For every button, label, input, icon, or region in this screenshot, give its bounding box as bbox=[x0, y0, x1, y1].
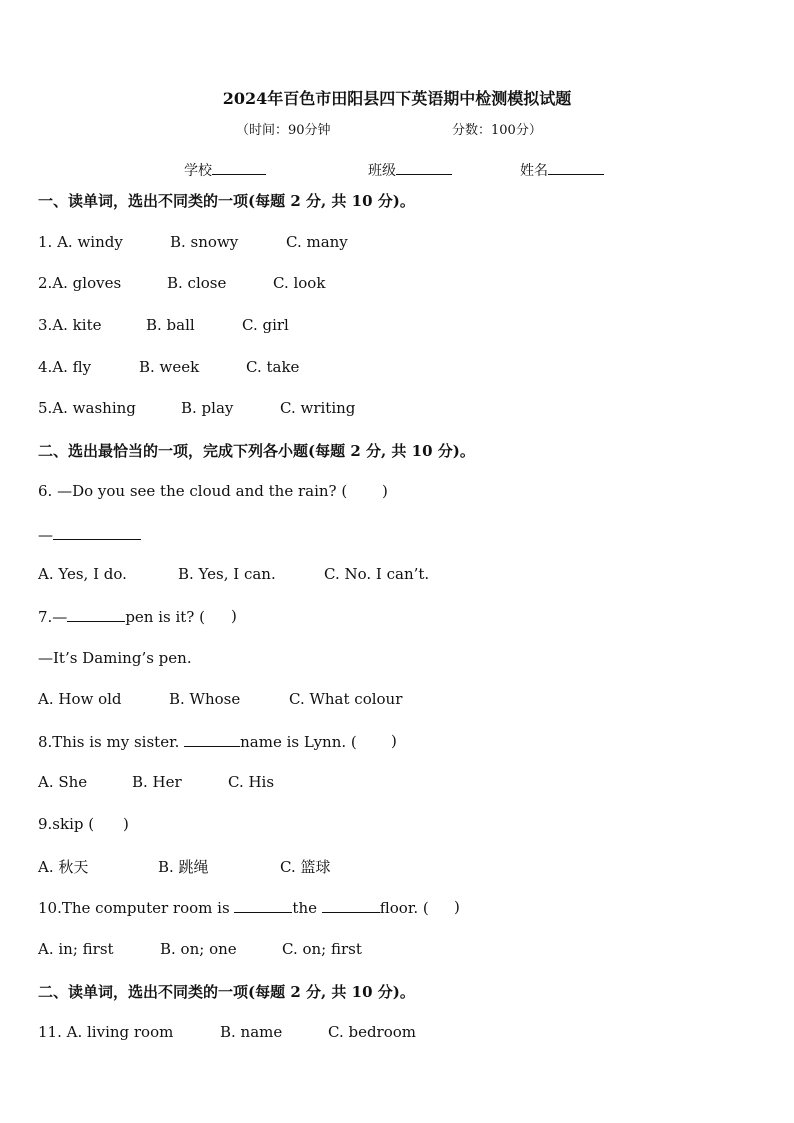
q1-option-b: B. snowy bbox=[170, 233, 239, 251]
q8-blank bbox=[184, 732, 240, 747]
q8-paren-close: ) bbox=[391, 732, 397, 750]
q3-option-b: B. ball bbox=[146, 316, 195, 334]
q10-middle: the bbox=[292, 899, 322, 917]
q9-option-a: A. 秋天 bbox=[38, 858, 89, 876]
question-3 bbox=[38, 316, 101, 334]
q7-reply: —It’s Daming’s pen. bbox=[38, 649, 192, 667]
school-label: 学校 bbox=[184, 163, 212, 179]
q6-paren-close: ) bbox=[382, 482, 388, 500]
q10-stem bbox=[38, 898, 429, 917]
q7-blank bbox=[67, 607, 125, 622]
q5-option-b: B. play bbox=[181, 399, 234, 417]
q8-option-b: B. Her bbox=[132, 773, 182, 791]
name-label: 姓名 bbox=[520, 163, 548, 179]
section-heading-2: 二、选出最恰当的一项，完成下列各小题(每题 2 分, 共 10 分)。 bbox=[38, 442, 475, 460]
q11-option-b: B. name bbox=[220, 1023, 283, 1041]
q10-blank-1 bbox=[234, 898, 292, 913]
q1-option-c: C. many bbox=[286, 233, 348, 251]
time-label: （时间：90分钟 bbox=[236, 123, 331, 138]
q6-stem: 6. —Do you see the cloud and the rain? ( bbox=[38, 482, 348, 500]
section-heading-1: 一、读单词，选出不同类的一项(每题 2 分, 共 10 分)。 bbox=[38, 192, 415, 210]
question-5 bbox=[38, 399, 136, 417]
q11-number: 11. bbox=[38, 1023, 67, 1041]
question-4 bbox=[38, 358, 91, 376]
q7-prefix: 7.— bbox=[38, 608, 68, 626]
name-blank bbox=[548, 160, 604, 175]
q3-option-a: A. kite bbox=[52, 316, 102, 334]
q10-paren-close: ) bbox=[454, 898, 460, 916]
q10-option-a: A. in; first bbox=[38, 940, 114, 958]
q5-number: 5. bbox=[38, 399, 53, 417]
q6-reply-dash: — bbox=[38, 526, 53, 544]
class-blank bbox=[396, 160, 452, 175]
q7-paren-close: ) bbox=[231, 607, 237, 625]
q2-option-b: B. close bbox=[167, 274, 227, 292]
section-heading-3: 二、读单词，选出不同类的一项(每题 2 分, 共 10 分)。 bbox=[38, 983, 415, 1001]
page-title: 2024年百色市田阳县四下英语期中检测模拟试题 bbox=[222, 89, 572, 108]
q7-option-c: C. What colour bbox=[289, 690, 403, 708]
q11-option-c: C. bedroom bbox=[328, 1023, 417, 1041]
q7-option-a: A. How old bbox=[38, 690, 122, 708]
q2-number: 2. bbox=[38, 274, 53, 292]
q10-option-b: B. on; one bbox=[160, 940, 237, 958]
q9-option-c: C. 篮球 bbox=[280, 858, 331, 876]
q9-stem: 9.skip ( bbox=[38, 815, 95, 833]
q2-option-a: A. gloves bbox=[52, 274, 122, 292]
q6-option-c: C. No. I can’t. bbox=[324, 565, 430, 583]
q9-paren-close: ) bbox=[123, 815, 129, 833]
q8-stem bbox=[38, 732, 357, 751]
q8-suffix: name is Lynn. ( bbox=[240, 733, 357, 751]
class-field bbox=[368, 160, 452, 180]
score-label: 分数：100分） bbox=[452, 123, 542, 138]
question-2 bbox=[38, 274, 121, 292]
q10-prefix: 10.The computer room is bbox=[38, 899, 235, 917]
q11-option-a: A. living room bbox=[66, 1023, 174, 1041]
q7-option-b: B. Whose bbox=[169, 690, 241, 708]
q5-option-a: A. washing bbox=[52, 399, 136, 417]
q9-option-b: B. 跳绳 bbox=[158, 858, 209, 876]
q6-answer-blank bbox=[53, 525, 141, 540]
q3-option-c: C. girl bbox=[242, 316, 289, 334]
q4-option-b: B. week bbox=[139, 358, 200, 376]
q7-stem bbox=[38, 607, 205, 626]
q8-option-c: C. His bbox=[228, 773, 275, 791]
question-1 bbox=[38, 233, 123, 251]
q10-option-c: C. on; first bbox=[282, 940, 362, 958]
q4-option-c: C. take bbox=[246, 358, 300, 376]
class-label: 班级 bbox=[368, 163, 396, 179]
q1-number: 1. bbox=[38, 233, 58, 251]
question-11 bbox=[38, 1023, 173, 1041]
q5-option-c: C. writing bbox=[280, 399, 356, 417]
q8-option-a: A. She bbox=[38, 773, 88, 791]
school-field bbox=[184, 160, 266, 180]
q3-number: 3. bbox=[38, 316, 53, 334]
q6-option-b: B. Yes, I can. bbox=[178, 565, 276, 583]
name-field bbox=[520, 160, 604, 180]
q4-option-a: A. fly bbox=[52, 358, 92, 376]
q8-prefix: 8.This is my sister. bbox=[38, 733, 185, 751]
q1-option-a: A. windy bbox=[57, 233, 123, 251]
school-blank bbox=[212, 160, 266, 175]
q6-option-a: A. Yes, I do. bbox=[38, 565, 127, 583]
q6-reply-line bbox=[38, 525, 141, 544]
q2-option-c: C. look bbox=[273, 274, 326, 292]
q10-blank-2 bbox=[322, 898, 380, 913]
q7-suffix: pen is it? ( bbox=[125, 608, 205, 626]
q4-number: 4. bbox=[38, 358, 53, 376]
q10-suffix: floor. ( bbox=[379, 899, 429, 917]
